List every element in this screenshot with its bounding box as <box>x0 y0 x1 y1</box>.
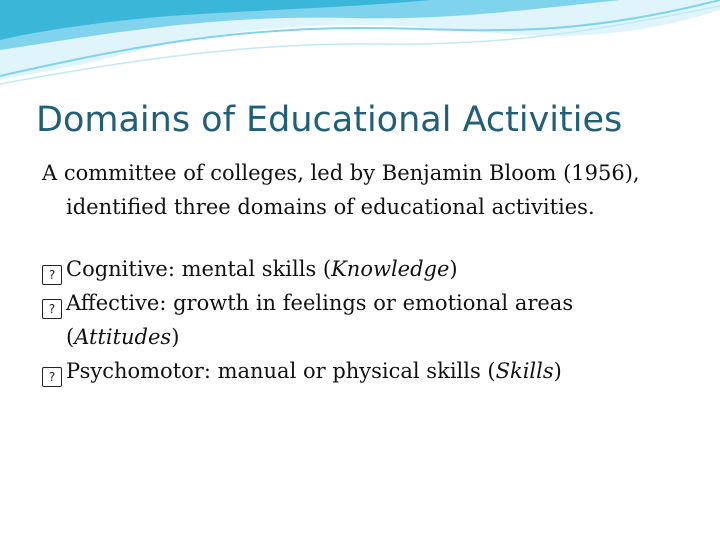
missing-glyph-bullet-icon: ? <box>42 299 62 319</box>
top-wave-decoration <box>0 0 720 90</box>
missing-glyph-bullet-icon: ? <box>42 367 62 387</box>
bullet-text-psychomotor: Psychomotor: manual or physical skills ( <box>66 359 496 383</box>
bullet-item-affective <box>42 286 692 354</box>
bullet-end-psychomotor: ) <box>553 359 562 383</box>
bullet-italic-attitudes: Attitudes <box>74 325 172 349</box>
bullet-item-cognitive <box>42 252 692 286</box>
bullet-italic-knowledge: Knowledge <box>331 257 450 281</box>
bullet-item-psychomotor <box>42 354 692 388</box>
missing-glyph-bullet-icon: ? <box>42 265 62 285</box>
slide-body <box>42 156 692 388</box>
slide-title: Domains of Educational Activities <box>36 100 623 140</box>
bullet-end-cognitive: ) <box>449 257 458 281</box>
bullet-end-affective: ) <box>171 325 180 349</box>
bullet-text-affective: Affective: growth in feelings or emotional areas ( <box>66 291 574 349</box>
bullet-text-cognitive: Cognitive: mental skills ( <box>66 257 332 281</box>
bullet-italic-skills: Skills <box>495 359 554 383</box>
intro-paragraph: A committee of colleges, led by Benjamin Bloom (1956), identified three domains of educational activities. <box>42 161 640 219</box>
